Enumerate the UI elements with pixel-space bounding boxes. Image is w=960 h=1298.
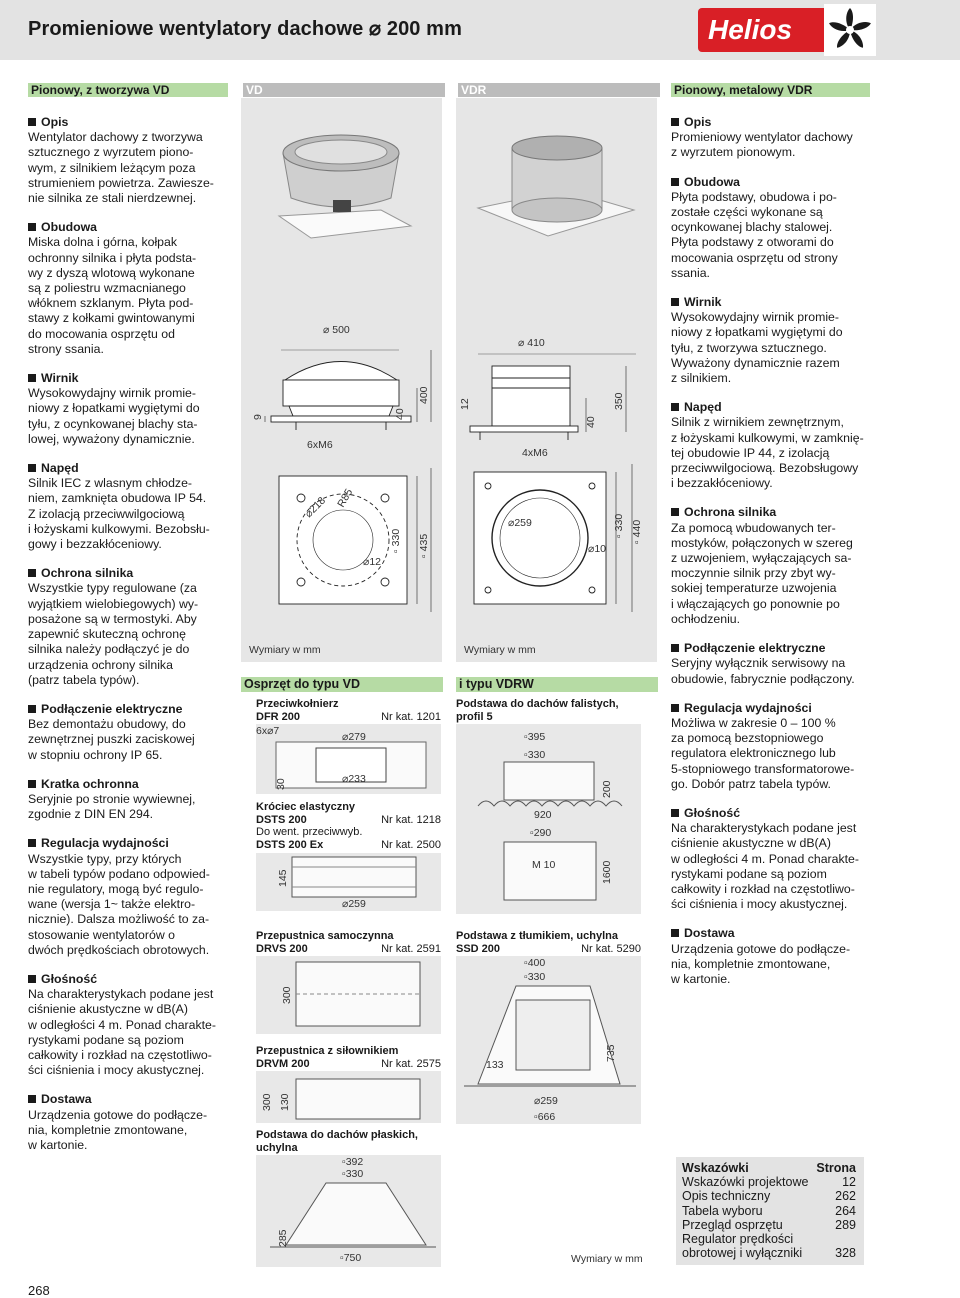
section-text: Możliwa w zakresie 0 – 100 % za pomocą bezstopniowego regulatora elektronicznego lub 5-stopniowego transformatorowe- go. Dobór patrz tabela typów. xyxy=(671,715,855,791)
tag-vdr: VDR xyxy=(456,83,660,97)
dim-6xm6: 6xM6 xyxy=(307,439,333,451)
section-naped xyxy=(671,400,876,491)
fds-sketch xyxy=(256,1155,441,1267)
hint-row[interactable] xyxy=(682,1218,864,1232)
vdr-technical-drawing xyxy=(456,98,657,662)
hint-row[interactable] xyxy=(682,1232,864,1246)
dim-750: ▫750 xyxy=(340,1252,362,1264)
section-text: Silnik IEC z wlasnym chłodze- niem, zamknięta obudowa IP 54. Z izolacją przeciwwilgociową i łożyskami kulkowymi. Bezobsłu- gowy i bezzakłóceniowy. xyxy=(28,476,210,552)
catalog-number: Nr kat. 5290 xyxy=(581,942,641,955)
catalog-number: Nr kat. 2591 xyxy=(381,942,441,955)
dimensions-note: Wymiary w mm xyxy=(249,644,321,656)
hints-title: Wskazówki xyxy=(682,1161,749,1175)
vdr-side-view xyxy=(470,354,636,440)
section-title: Wirnik xyxy=(671,295,876,310)
hint-page: 328 xyxy=(835,1246,856,1261)
dim-radius-85: R85 xyxy=(335,486,356,510)
section-obudowa xyxy=(671,175,876,281)
dim-400: ▫400 xyxy=(524,957,546,969)
section-title: Napęd xyxy=(671,400,876,415)
vdr-drawing-panel xyxy=(456,98,657,662)
vdr-bottom-view xyxy=(474,464,632,612)
section-text: Za pomocą wbudowanych ter- mostyków, połączonych w szereg z uzwojeniem, wyłączających sa- moczynnie silnik przy zbyt wy- sokiej temperaturze uzwojenia i włączających go ponownie po ochłodzeniu. xyxy=(671,520,853,626)
accessory-type: DSTS 200 xyxy=(256,813,307,826)
dim-square-440: ▫ 440 xyxy=(631,519,643,544)
accessories-vdrw-heading: i typu VDRW xyxy=(456,677,658,692)
section-title: Dostawa xyxy=(28,1092,233,1107)
accessory-name: Króciec elastyczny xyxy=(256,801,356,813)
accessory-dfr-drawing xyxy=(256,724,441,794)
vd-fan-photo xyxy=(279,135,411,238)
section-wirnik xyxy=(28,371,233,447)
dim-30: 30 xyxy=(275,778,287,790)
section-glosnosc xyxy=(671,806,876,912)
dim-square-330: ▫ 330 xyxy=(613,513,625,538)
hints-page-header: Strona xyxy=(816,1161,856,1175)
section-ochrona xyxy=(28,566,233,688)
dim-279: ⌀279 xyxy=(342,731,366,743)
page-number: 268 xyxy=(28,1283,50,1298)
section-title: Ochrona silnika xyxy=(671,505,876,520)
section-text: Płyta podstawy, obudowa i po- zostałe części wykonane są ocynkowanej blachy stalowej. Płyta podstawy z otworami do mocowania osprzętu od strony ssania. xyxy=(671,189,838,280)
hint-row[interactable] xyxy=(682,1189,864,1203)
section-kratka xyxy=(28,777,233,823)
section-text: Seryjny wyłącznik serwisowy na obudowie, fabrycznie podłączony. xyxy=(671,656,855,686)
catalog-number: Nr kat. 2575 xyxy=(381,1057,441,1070)
dim-height-400: 400 xyxy=(418,386,430,404)
section-opis xyxy=(671,115,876,161)
section-dostawa xyxy=(671,926,876,987)
accessory-dfr xyxy=(256,698,441,723)
section-text: Wszystkie typy, przy których w tabeli typów podano odpowied- nie regulatory, mogą być regulo- wane (wersja 1~ także elektro- nicznie). Dalsza możliwość to za- stosowanie wentylatorów o dwóch prędkościach obrotowych. xyxy=(28,851,210,957)
dim-259: ⌀259 xyxy=(534,1095,558,1107)
section-title: Opis xyxy=(671,115,876,130)
right-description-column xyxy=(671,115,876,1001)
dim-133: 133 xyxy=(486,1059,504,1071)
section-podlaczenie xyxy=(671,641,876,687)
dim-height-350: 350 xyxy=(613,392,625,410)
section-text: Miska dolna i górna, kołpak ochronny silnika i płyta podsta- wy z dyszą wlotową wykonane są z poliestru wzmacnianego włóknem szklanym. Płyta pod- stawy z kołkami gwintowanymi do mocowania osprzętu od strony ssania. xyxy=(28,235,197,356)
section-text: Wentylator dachowy z tworzywa sztucznego z wyrzutem piono- wym, z silnikiem leżącym poza strumieniem powietrza. Zawiesze- nie silnika ze stali nierdzewnej. xyxy=(28,130,214,206)
section-title: Dostawa xyxy=(671,926,876,941)
accessory-drvs xyxy=(256,930,441,955)
tag-vdr-metal: Pionowy, metalowy VDR xyxy=(671,83,870,97)
dim-145: 145 xyxy=(277,869,289,887)
brand-name: Helios xyxy=(708,14,793,45)
section-title: Regulacja wydajności xyxy=(671,701,876,716)
hint-page: 264 xyxy=(835,1203,856,1218)
section-podlaczenie xyxy=(28,702,233,763)
dim-330: ▫330 xyxy=(524,749,546,761)
section-title: Opis xyxy=(28,115,233,130)
dim-285: 285 xyxy=(277,1229,289,1247)
section-text: Wysokowydajny wirnik promie- niowy z łopatkami wygiętymi do tyłu, z tworzywa sztucznego. Wyważony dynamicznie razem z silnikiem. xyxy=(671,310,843,386)
dim-130: 130 xyxy=(279,1093,291,1111)
section-title: Obudowa xyxy=(671,175,876,190)
dim-300: 300 xyxy=(281,986,293,1004)
dim-height-40: 40 xyxy=(585,416,597,428)
fan-logo-icon xyxy=(824,4,876,56)
dim-392: ▫392 xyxy=(342,1156,364,1168)
dimensions-note: Wymiary w mm xyxy=(571,1253,643,1265)
accessory-name: Przepustnica z siłownikiem xyxy=(256,1045,399,1057)
dim-height-9: 9 xyxy=(252,414,264,420)
drvs-sketch xyxy=(256,956,441,1034)
accessory-type: DSTS 200 Ex xyxy=(256,838,324,851)
section-text: Urządzenia gotowe do podłącze- nia, kompletnie zmontowane, w kartonie. xyxy=(28,1107,208,1152)
dim-330: ▫330 xyxy=(524,971,546,983)
hint-label: Regulator prędkości xyxy=(682,1231,794,1246)
dim-290: ▫290 xyxy=(530,827,552,839)
accessories-vd-heading: Osprzęt do typu VD xyxy=(241,677,443,692)
section-text: Urządzenia gotowe do podłącze- nia, kompletnie zmontowane, w kartonie. xyxy=(671,941,851,986)
dim-square-435: ▫ 435 xyxy=(418,533,430,558)
dim-square-330: ▫ 330 xyxy=(390,528,402,553)
accessory-ssd xyxy=(456,930,641,955)
section-title: Ochrona silnika xyxy=(28,566,233,581)
accessory-type: SSD 200 xyxy=(456,942,501,955)
dim-height-40: 40 xyxy=(394,408,406,420)
dim-233: ⌀233 xyxy=(342,773,366,785)
section-title: Kratka ochronna xyxy=(28,777,233,792)
dim-1600: 1600 xyxy=(601,860,613,884)
section-text: Bez demontażu obudowy, do zewnętrznej puszki zaciskowej w stopniu ochrony IP 65. xyxy=(28,717,195,762)
catalog-number: Nr kat. 2500 xyxy=(381,838,441,851)
hint-label: obrotowej i wyłączniki xyxy=(682,1246,803,1261)
section-title: Wirnik xyxy=(28,371,233,386)
accessory-drvm xyxy=(256,1045,441,1070)
dsts-sketch xyxy=(256,853,441,911)
section-ochrona xyxy=(671,505,876,627)
catalog-number: Nr kat. 1218 xyxy=(381,813,441,826)
hint-page: 12 xyxy=(842,1175,856,1190)
section-regulacja xyxy=(671,701,876,792)
hint-page: 262 xyxy=(835,1189,856,1204)
section-text: Wysokowydajny wirnik promie- niowy z łopatkami wygiętymi do tyłu, z ocynkowanej blachy sta- lowej, wyważony dynamicznie. xyxy=(28,386,200,446)
accessory-name: Podstawa do dachów falistych, profil 5 xyxy=(456,698,619,723)
vd-drawing-panel xyxy=(241,98,442,662)
accessory-drvm-drawing xyxy=(256,1071,441,1123)
dim-300: 300 xyxy=(261,1093,273,1111)
dim-920: 920 xyxy=(534,809,552,821)
accessory-wds-drawing xyxy=(456,724,641,914)
page-header xyxy=(0,0,960,60)
section-text: Seryjnie po stronie wywiewnej, zgodnie z DIN EN 294. xyxy=(28,791,196,822)
dim-200: 200 xyxy=(601,780,613,798)
accessory-drvs-drawing xyxy=(256,956,441,1034)
dim-diameter-12: ⌀12 xyxy=(363,556,382,568)
section-title: Obudowa xyxy=(28,220,233,235)
vd-side-view xyxy=(265,350,431,430)
ssd-sketch xyxy=(456,956,641,1124)
dim-m10: M 10 xyxy=(532,859,556,871)
dim-395: ▫395 xyxy=(524,731,546,743)
tag-vd: VD xyxy=(241,83,445,97)
accessory-name: Podstawa do dachów płaskich, uchylna xyxy=(256,1129,418,1154)
dim-diameter-10: ⌀10 xyxy=(588,543,607,555)
section-title: Głośność xyxy=(671,806,876,821)
wds-sketch xyxy=(456,724,641,914)
section-title: Napęd xyxy=(28,461,233,476)
section-text: Wszystkie typy regulowane (za wyjątkiem wielobiegowych) wy- posażone są w termostyki. Aby zapewnić skuteczną ochronę silnika należy podłączyć je do urządzenia ochrony silnika (patrz tabela typów). xyxy=(28,581,199,687)
tag-vd-plastic: Pionowy, z tworzywa VD xyxy=(28,83,228,97)
section-title: Podłączenie elektryczne xyxy=(28,702,233,717)
dim-height-12: 12 xyxy=(459,398,471,410)
hint-label: Opis techniczny xyxy=(682,1189,771,1204)
hints-box xyxy=(676,1157,864,1265)
section-title: Regulacja wydajności xyxy=(28,836,233,851)
accessory-dsts-drawing xyxy=(256,853,441,911)
page-title: Promieniowe wentylatory dachowe ⌀ 200 mm xyxy=(28,18,462,40)
accessory-type: DRVS 200 xyxy=(256,942,308,955)
section-regulacja xyxy=(28,836,233,958)
section-glosnosc xyxy=(28,972,233,1078)
dim-diameter-410: ⌀ 410 xyxy=(518,337,545,349)
hint-label: Przegląd osprzętu xyxy=(682,1217,783,1232)
left-description-column xyxy=(28,115,233,1167)
accessory-note: Do went. przeciwwyb. xyxy=(256,826,363,839)
hint-row[interactable] xyxy=(682,1246,864,1260)
dim-330: ▫330 xyxy=(342,1168,364,1180)
dfr-sketch xyxy=(256,724,441,794)
accessory-type: DRVM 200 xyxy=(256,1057,310,1070)
section-wirnik xyxy=(671,295,876,386)
section-title: Podłączenie elektryczne xyxy=(671,641,876,656)
section-dostawa xyxy=(28,1092,233,1153)
dim-diameter-259: ⌀259 xyxy=(508,517,532,529)
hint-page: 289 xyxy=(835,1217,856,1232)
dim-666: ▫666 xyxy=(534,1111,556,1123)
section-opis xyxy=(28,115,233,206)
vdr-fan-photo xyxy=(478,136,634,236)
dim-735: 735 xyxy=(605,1044,617,1062)
dim-4xm6: 4xM6 xyxy=(522,447,548,459)
catalog-number: Nr kat. 1201 xyxy=(381,710,441,723)
section-text: Na charakterystykach podane jest ciśnienie akustyczne w dB(A) w odległości 4 m. Ponad charakte- rystykami podane są poziom całkowity i rozkład na częstotliwo- ści ciśnienia i mocy akustycznej. xyxy=(28,987,216,1078)
accessory-name: Podstawa z tłumikiem, uchylna xyxy=(456,930,618,942)
section-text: Silnik z wirnikiem zewnętrznym, z łożyskami kulkowymi, w zamknię- tej obudowie IP 44, z izolacją przeciwwilgociową. Bezobsługowy i bezzakłóceniowy. xyxy=(671,415,864,491)
vd-technical-drawing xyxy=(241,98,442,662)
dim-diameter-218: ⌀218 xyxy=(302,494,328,521)
dim-6x7: 6x⌀7 xyxy=(256,725,280,737)
section-text: Promieniowy wentylator dachowy z wyrzutem pionowym. xyxy=(671,130,853,160)
accessory-name: Przepustnica samoczynna xyxy=(256,930,394,942)
section-obudowa xyxy=(28,220,233,357)
section-naped xyxy=(28,461,233,552)
section-title: Głośność xyxy=(28,972,233,987)
accessory-fds-drawing xyxy=(256,1155,441,1267)
hint-row[interactable] xyxy=(682,1175,864,1189)
accessory-name: Przeciwkołnierz xyxy=(256,698,339,710)
drvm-sketch xyxy=(256,1071,441,1123)
dimensions-note: Wymiary w mm xyxy=(464,644,536,656)
hint-label: Wskazówki projektowe xyxy=(682,1175,809,1190)
accessory-dsts xyxy=(256,801,441,851)
accessory-type: DFR 200 xyxy=(256,710,301,723)
hint-row[interactable] xyxy=(682,1204,864,1218)
dim-259: ⌀259 xyxy=(342,898,366,910)
hint-label: Tabela wyboru xyxy=(682,1203,763,1218)
accessory-ssd-drawing xyxy=(456,956,641,1124)
dim-diameter-500: ⌀ 500 xyxy=(323,324,350,336)
section-text: Na charakterystykach podane jest ciśnienie akustyczne w dB(A) w odległości 4 m. Ponad charakte- rystykami podane są poziom całkowity i rozkład na częstotliwo- ści ciśnienia i mocy akustycznej. xyxy=(671,821,859,912)
vd-bottom-view xyxy=(279,468,431,612)
